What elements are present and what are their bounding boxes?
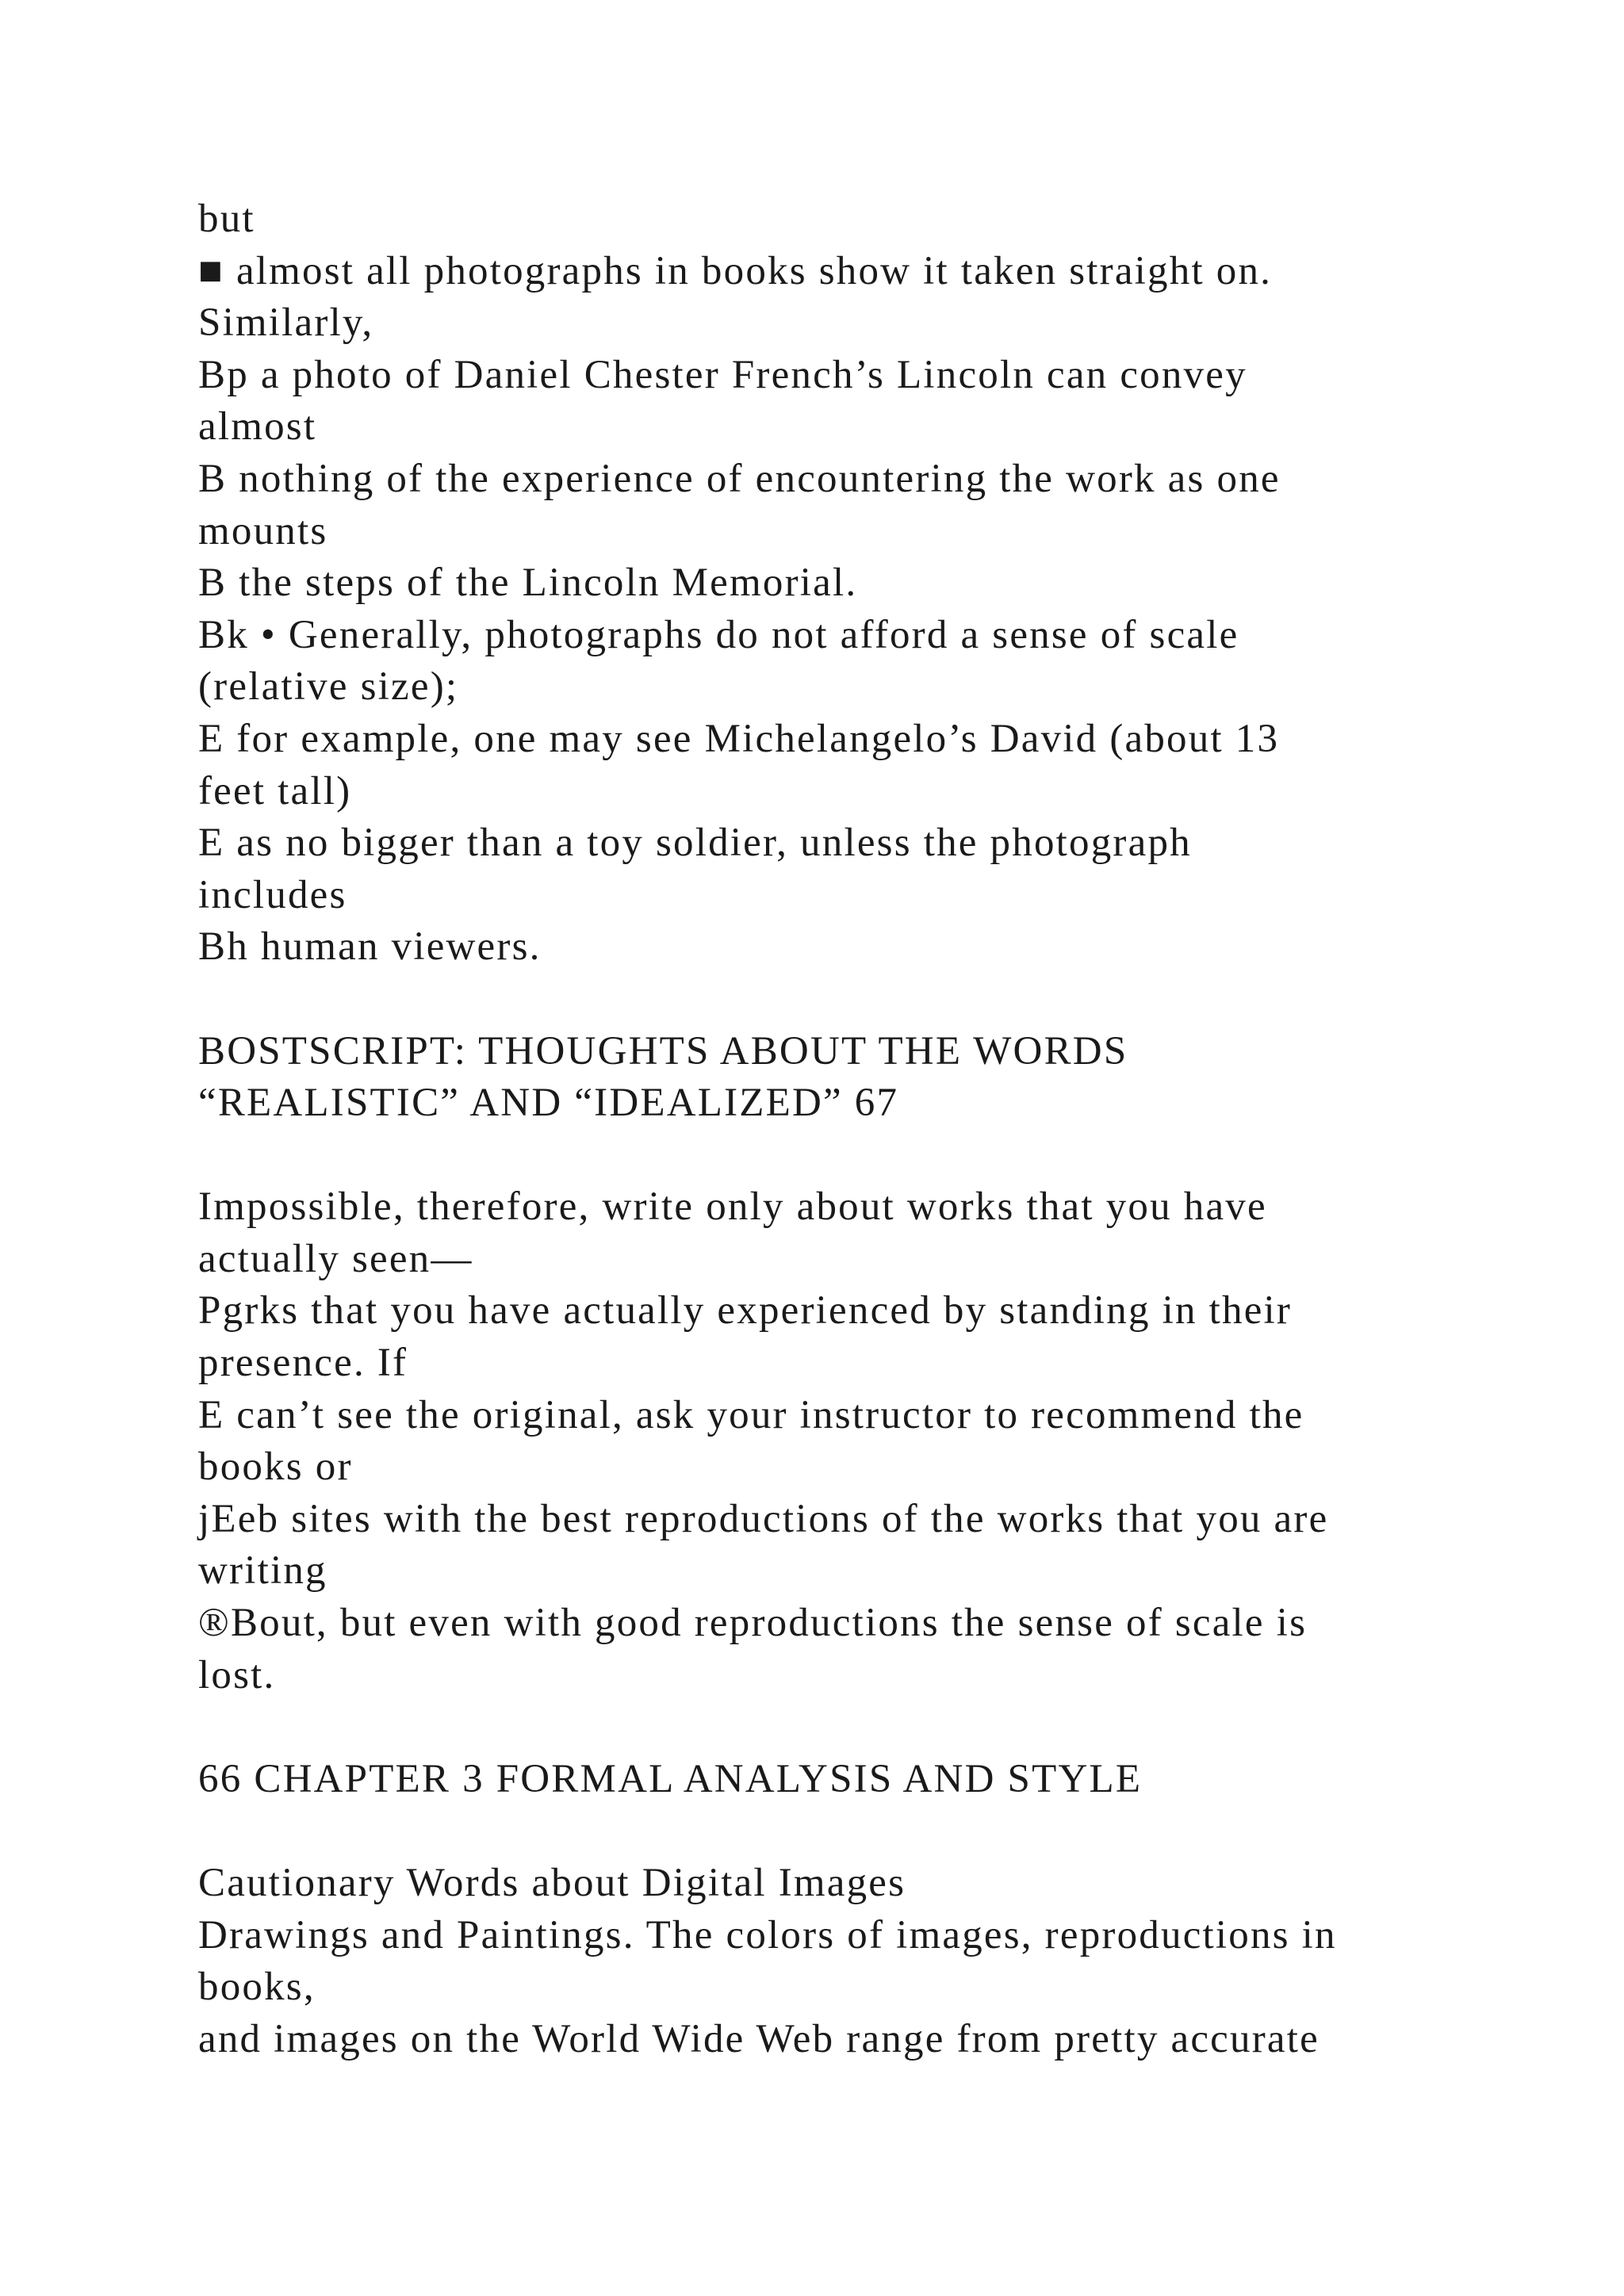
text-line: Pgrks that you have actually experienced by standing in their: [198, 1288, 1293, 1334]
text-line: Bp a photo of Daniel Chester French’s Lincoln can convey: [198, 352, 1247, 397]
text-line: ®Bout, but even with good reproductions the sense of scale is: [198, 1601, 1308, 1646]
text-line: E as no bigger than a toy soldier, unless the photograph: [198, 821, 1192, 866]
section-heading: “REALISTIC” AND “IDEALIZED” 67: [198, 1081, 899, 1126]
text-line: ■ almost all photographs in books show it taken straight on.: [198, 248, 1273, 293]
text-line: feet tall): [198, 768, 352, 813]
text-line: and images on the World Wide Web range from pretty accurate: [198, 2016, 1320, 2061]
text-line: Drawings and Paintings. The colors of images, reproductions in: [198, 1912, 1337, 1957]
section-heading: BOSTSCRIPT: THOUGHTS ABOUT THE WORDS: [198, 1028, 1128, 1073]
text-line: B nothing of the experience of encountering the work as one: [198, 456, 1281, 501]
text-line: books or: [198, 1445, 353, 1490]
text-line: includes: [198, 872, 347, 917]
text-line: (relative size);: [198, 664, 459, 710]
text-line: Similarly,: [198, 300, 374, 346]
document-text: [198, 193, 1507, 2065]
text-line: jEeb sites with the best reproductions of the works that you are: [198, 1496, 1329, 1541]
text-line: lost.: [198, 1652, 276, 1697]
text-line: books,: [198, 1965, 316, 2010]
text-line: presence. If: [198, 1341, 408, 1386]
blank-line: [198, 1130, 1507, 1182]
blank-line: [198, 1701, 1507, 1754]
text-line: almost: [198, 404, 317, 450]
text-line: Bk • Generally, photographs do not afford a sense of scale: [198, 612, 1239, 657]
text-line: writing: [198, 1548, 327, 1594]
text-line: Impossible, therefore, write only about works that you have: [198, 1184, 1267, 1230]
text-line: Bh human viewers.: [198, 924, 542, 970]
text-line: E can’t see the original, ask your instructor to recommend the: [198, 1392, 1304, 1437]
text-line: mounts: [198, 508, 328, 553]
text-line: actually seen—: [198, 1236, 473, 1281]
blank-line: [198, 1805, 1507, 1858]
blank-line: [198, 974, 1507, 1026]
section-title: Cautionary Words about Digital Images: [198, 1861, 906, 1905]
text-line: B the steps of the Lincoln Memorial.: [198, 561, 858, 606]
running-header: 66 CHAPTER 3 FORMAL ANALYSIS AND STYLE: [198, 1756, 1143, 1801]
text-line: E for example, one may see Michelangelo’s David (about 13: [198, 716, 1280, 761]
text-line: but: [198, 197, 255, 241]
